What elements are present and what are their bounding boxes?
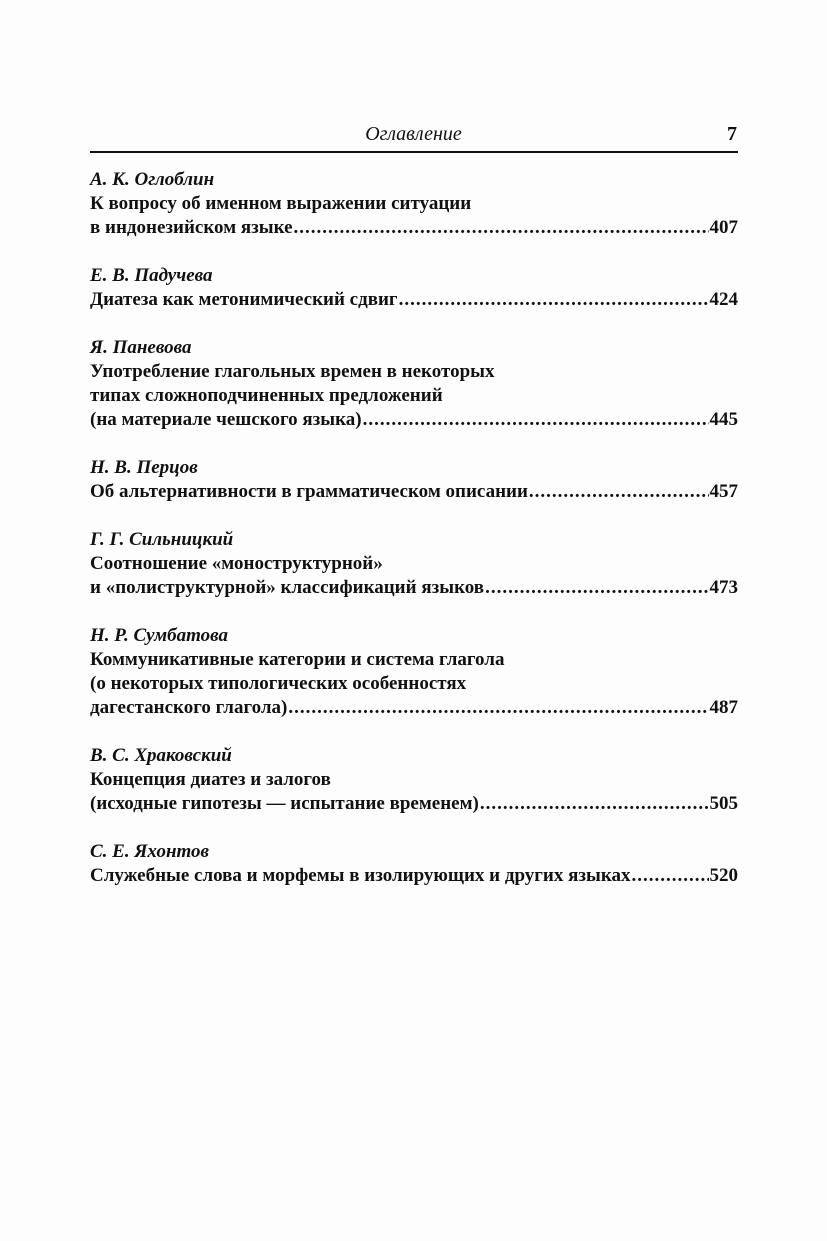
entry-title-last-line <box>90 480 738 504</box>
entry-page-number: 473 <box>709 577 738 598</box>
entry-page-number: 457 <box>709 481 738 502</box>
entry-page-number: 445 <box>709 409 738 430</box>
entry-author: Я. Паневова <box>90 337 192 358</box>
dot-leader <box>485 576 708 600</box>
entry-title-end: Служебные слова и морфемы в изолирующих и других языках <box>90 865 631 886</box>
entry-author: Н. В. Перцов <box>90 457 198 478</box>
entry-title-line: К вопросу об именном выражении ситуации <box>90 193 472 214</box>
toc-entry <box>90 336 738 432</box>
header-page-number: 7 <box>727 123 737 145</box>
entry-title-line: (о некоторых типологических особенностях <box>90 673 467 694</box>
header-title: Оглавление <box>365 123 462 145</box>
entry-title-end: (исходные гипотезы — испытание временем) <box>90 793 479 814</box>
toc-entry <box>90 456 738 504</box>
dot-leader <box>529 480 709 504</box>
entry-title-line: Употребление глагольных времен в некоторых <box>90 361 495 382</box>
entry-title-line: типах сложноподчиненных предложений <box>90 385 443 406</box>
entry-page-number: 520 <box>709 865 738 886</box>
dot-leader <box>399 288 709 312</box>
dot-leader <box>480 792 709 816</box>
entry-title-last-line <box>90 288 738 312</box>
toc-entry <box>90 264 738 312</box>
toc-entry <box>90 840 738 888</box>
dot-leader <box>288 696 708 720</box>
entry-title-line: Концепция диатез и залогов <box>90 769 331 790</box>
entry-title-end: дагестанского глагола) <box>90 697 288 718</box>
entry-title-end: (на материале чешского языка) <box>90 409 362 430</box>
table-of-contents <box>90 168 738 912</box>
entry-author: С. Е. Яхонтов <box>90 841 210 862</box>
entry-page-number: 407 <box>709 217 738 238</box>
entry-page-number: 505 <box>709 793 738 814</box>
header-rule <box>90 151 738 153</box>
entry-title-end: в индонезийском языке <box>90 217 293 238</box>
entry-title-end: Диатеза как метонимический сдвиг <box>90 289 398 310</box>
entry-title-last-line <box>90 408 738 432</box>
toc-entry <box>90 528 738 600</box>
entry-author: В. С. Храковский <box>90 745 232 766</box>
dot-leader <box>632 864 709 888</box>
dot-leader <box>363 408 709 432</box>
toc-entry <box>90 168 738 240</box>
entry-title-last-line <box>90 696 738 720</box>
toc-entry <box>90 744 738 816</box>
running-header <box>90 121 737 151</box>
entry-title-last-line <box>90 216 738 240</box>
toc-entry <box>90 624 738 720</box>
entry-title-line: Соотношение «моноструктурной» <box>90 553 383 574</box>
entry-author: Е. В. Падучева <box>90 265 213 286</box>
entry-title-last-line <box>90 864 738 888</box>
entry-author: Н. Р. Сумбатова <box>90 625 229 646</box>
entry-page-number: 424 <box>709 289 738 310</box>
dot-leader <box>294 216 709 240</box>
entry-title-line: Коммуникативные категории и система глагола <box>90 649 505 670</box>
entry-title-end: Об альтернативности в грамматическом описании <box>90 481 528 502</box>
entry-title-last-line <box>90 576 738 600</box>
entry-title-last-line <box>90 792 738 816</box>
entry-author: А. К. Оглоблин <box>90 169 215 190</box>
entry-page-number: 487 <box>709 697 738 718</box>
entry-author: Г. Г. Сильницкий <box>90 529 234 550</box>
entry-title-end: и «полиструктурной» классификаций языков <box>90 577 485 598</box>
